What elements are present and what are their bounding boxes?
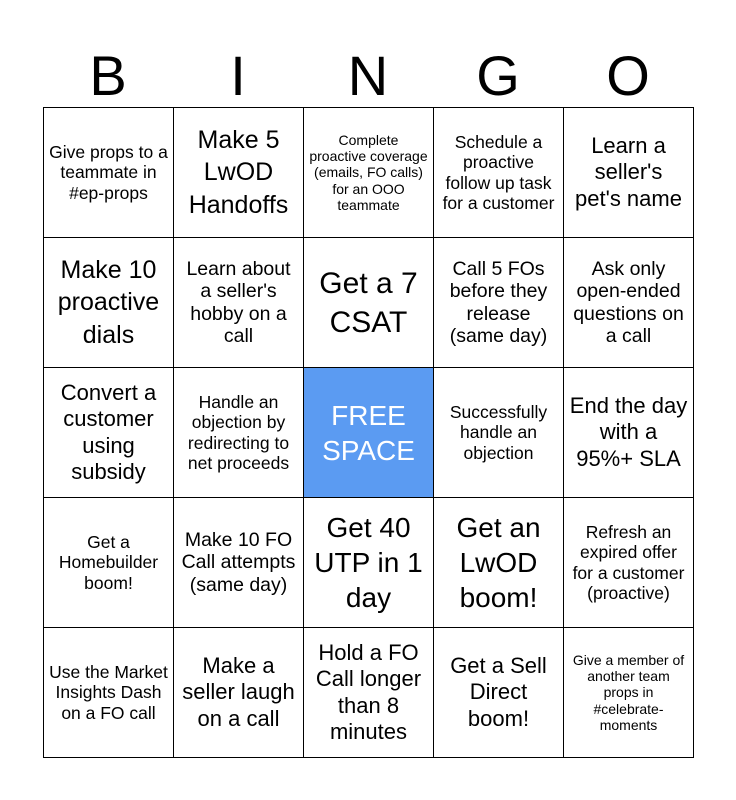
bingo-cell[interactable]: Make a seller laugh on a call <box>174 628 304 758</box>
bingo-cell[interactable]: Make 5 LwOD Handoffs <box>174 108 304 238</box>
bingo-cell[interactable]: Ask only open-ended questions on a call <box>564 238 694 368</box>
bingo-cell[interactable]: End the day with a 95%+ SLA <box>564 368 694 498</box>
bingo-cell[interactable]: Successfully handle an objection <box>434 368 564 498</box>
bingo-cell[interactable]: Make 10 FO Call attempts (same day) <box>174 498 304 628</box>
bingo-cell[interactable]: Learn a seller's pet's name <box>564 108 694 238</box>
bingo-cell[interactable]: Get 40 UTP in 1 day <box>304 498 434 628</box>
bingo-cell[interactable]: Complete proactive coverage (emails, FO calls) for an OOO teammate <box>304 108 434 238</box>
bingo-header <box>43 40 693 108</box>
free-space-cell[interactable]: FREE SPACE <box>304 368 434 498</box>
bingo-cell[interactable]: Call 5 FOs before they release (same day) <box>434 238 564 368</box>
bingo-cell[interactable]: Learn about a seller's hobby on a call <box>174 238 304 368</box>
bingo-cell[interactable]: Get an LwOD boom! <box>434 498 564 628</box>
header-letter-n: N <box>347 44 389 107</box>
bingo-cell[interactable]: Convert a customer using subsidy <box>44 368 174 498</box>
bingo-cell[interactable]: Get a 7 CSAT <box>304 238 434 368</box>
bingo-cell[interactable]: Give a member of another team props in #celebrate-moments <box>564 628 694 758</box>
header-letter-b: B <box>89 44 127 107</box>
bingo-cell[interactable]: Get a Sell Direct boom! <box>434 628 564 758</box>
bingo-cell[interactable]: Get a Homebuilder boom! <box>44 498 174 628</box>
header-letter-g: G <box>476 44 520 107</box>
header-letter-i: I <box>230 44 246 107</box>
bingo-cell[interactable]: Schedule a proactive follow up task for a customer <box>434 108 564 238</box>
bingo-cell[interactable]: Use the Market Insights Dash on a FO call <box>44 628 174 758</box>
bingo-cell[interactable]: Refresh an expired offer for a customer (proactive) <box>564 498 694 628</box>
bingo-cell[interactable]: Hold a FO Call longer than 8 minutes <box>304 628 434 758</box>
bingo-board <box>43 107 694 758</box>
bingo-cell[interactable]: Give props to a teammate in #ep-props <box>44 108 174 238</box>
bingo-cell[interactable]: Handle an objection by redirecting to net proceeds <box>174 368 304 498</box>
bingo-cell[interactable]: Make 10 proactive dials <box>44 238 174 368</box>
header-letter-o: O <box>606 44 650 107</box>
